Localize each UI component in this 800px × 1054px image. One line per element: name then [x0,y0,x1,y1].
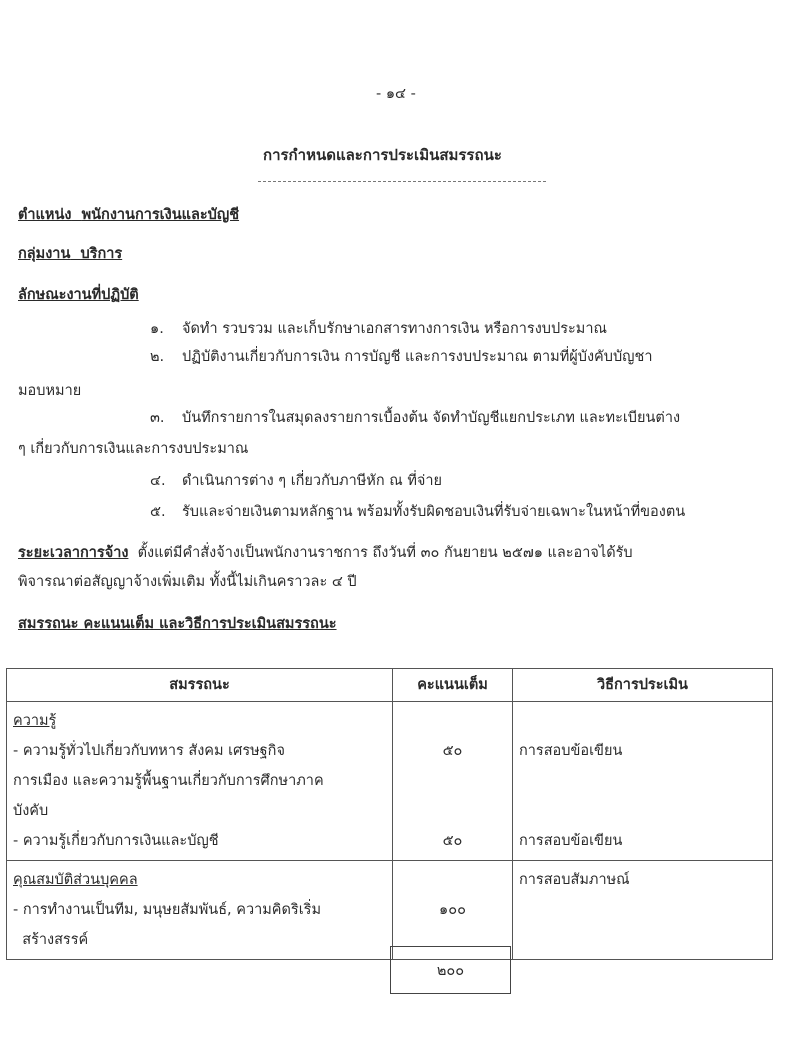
position-label: ตำแหน่ง [18,207,72,223]
method-value: การสอบข้อเขียน [519,833,623,849]
personal-line: สร้างสรรค์ [13,932,89,948]
table-row [7,702,773,861]
personal-method-cell [513,861,773,960]
employment-term [18,541,633,564]
group-value: บริการ [80,246,123,262]
method-value: การสอบข้อเขียน [519,743,623,759]
term-text: ตั้งแต่มีคำสั่งจ้างเป็นพนักงานราชการ ถึงวันที่ ๓๐ กันยายน ๒๕๗๑ และอาจได้รับ [137,545,633,561]
knowledge-title: ความรู้ [13,713,57,729]
duty-number: ๑. [150,321,164,337]
duty-text: ดำเนินการต่าง ๆ เกี่ยวกับภาษีหัก ณ ที่จ่าย [182,473,443,489]
score-value: ๕๐ [442,743,463,759]
table-header-row [7,669,773,702]
page-title: การกำหนดและการประเมินสมรรถนะ [263,146,502,164]
duty-text-cont: ๆ เกี่ยวกับการเงินและการงบประมาณ [18,441,249,457]
personal-score-cell [393,861,513,960]
group-label: กลุ่มงาน [18,246,71,262]
knowledge-line: การเมือง และความรู้พื้นฐานเกี่ยวกับการศึกษาภาค [13,773,324,789]
method-value: การสอบสัมภาษณ์ [519,872,630,888]
term-label: ระยะเวลาการจ้าง [18,545,129,561]
header-competency: สมรรถนะ [7,669,393,702]
score-value: ๕๐ [442,833,463,849]
knowledge-cell [7,702,393,861]
knowledge-line: - ความรู้เกี่ยวกับการเงินและบัญชี [13,833,219,849]
duty-text: รับและจ่ายเงินตามหลักฐาน พร้อมทั้งรับผิดชอบเงินที่รับจ่ายเฉพาะในหน้าที่ของตน [182,504,686,520]
table-row [7,861,773,960]
knowledge-method-cell [513,702,773,861]
total-score-box [390,946,511,994]
title-divider [258,181,546,182]
personal-line: - การทำงานเป็นทีม, มนุษยสัมพันธ์, ความคิดริเริ่ม [13,902,322,918]
personal-title: คุณสมบัติส่วนบุคคล [13,872,138,888]
position-value: พนักงานการเงินและบัญชี [81,207,240,223]
duty-text: ปฏิบัติงานเกี่ยวกับการเงิน การบัญชี และการงบประมาณ ตามที่ผู้บังคับบัญชา [182,349,653,365]
duty-number: ๓. [150,410,165,426]
competency-table [6,668,773,960]
duty-number: ๕. [150,504,166,520]
knowledge-score-cell [393,702,513,861]
position-heading [18,203,239,226]
knowledge-line: บังคับ [13,803,49,819]
term-text-cont: พิจารณาต่อสัญญาจ้างเพิ่มเติม ทั้งนี้ไม่เกินคราวละ ๔ ปี [18,574,357,590]
duty-number: ๔. [150,473,166,489]
personal-cell [7,861,393,960]
competency-heading: สมรรถนะ คะแนนเต็ม และวิธีการประเมินสมรรถนะ [18,616,337,632]
duty-text: จัดทำ รวบรวม และเก็บรักษาเอกสารทางการเงิน หรือการงบประมาณ [182,321,607,337]
duty-text: บันทึกรายการในสมุดลงรายการเบื้องต้น จัดทำบัญชีแยกประเภท และทะเบียนต่าง [182,410,681,426]
header-method: วิธีการประเมิน [513,669,773,702]
page-number: - ๑๔ - [376,86,416,102]
duties-heading: ลักษณะงานที่ปฏิบัติ [18,287,139,303]
total-score: ๒๐๐ [436,962,465,979]
group-heading [18,242,122,265]
duty-number: ๒. [150,349,165,365]
duty-text-cont: มอบหมาย [18,383,82,399]
header-full-score: คะแนนเต็ม [393,669,513,702]
knowledge-line: - ความรู้ทั่วไปเกี่ยวกับทหาร สังคม เศรษฐกิจ [13,743,285,759]
score-value: ๑๐๐ [439,902,466,918]
